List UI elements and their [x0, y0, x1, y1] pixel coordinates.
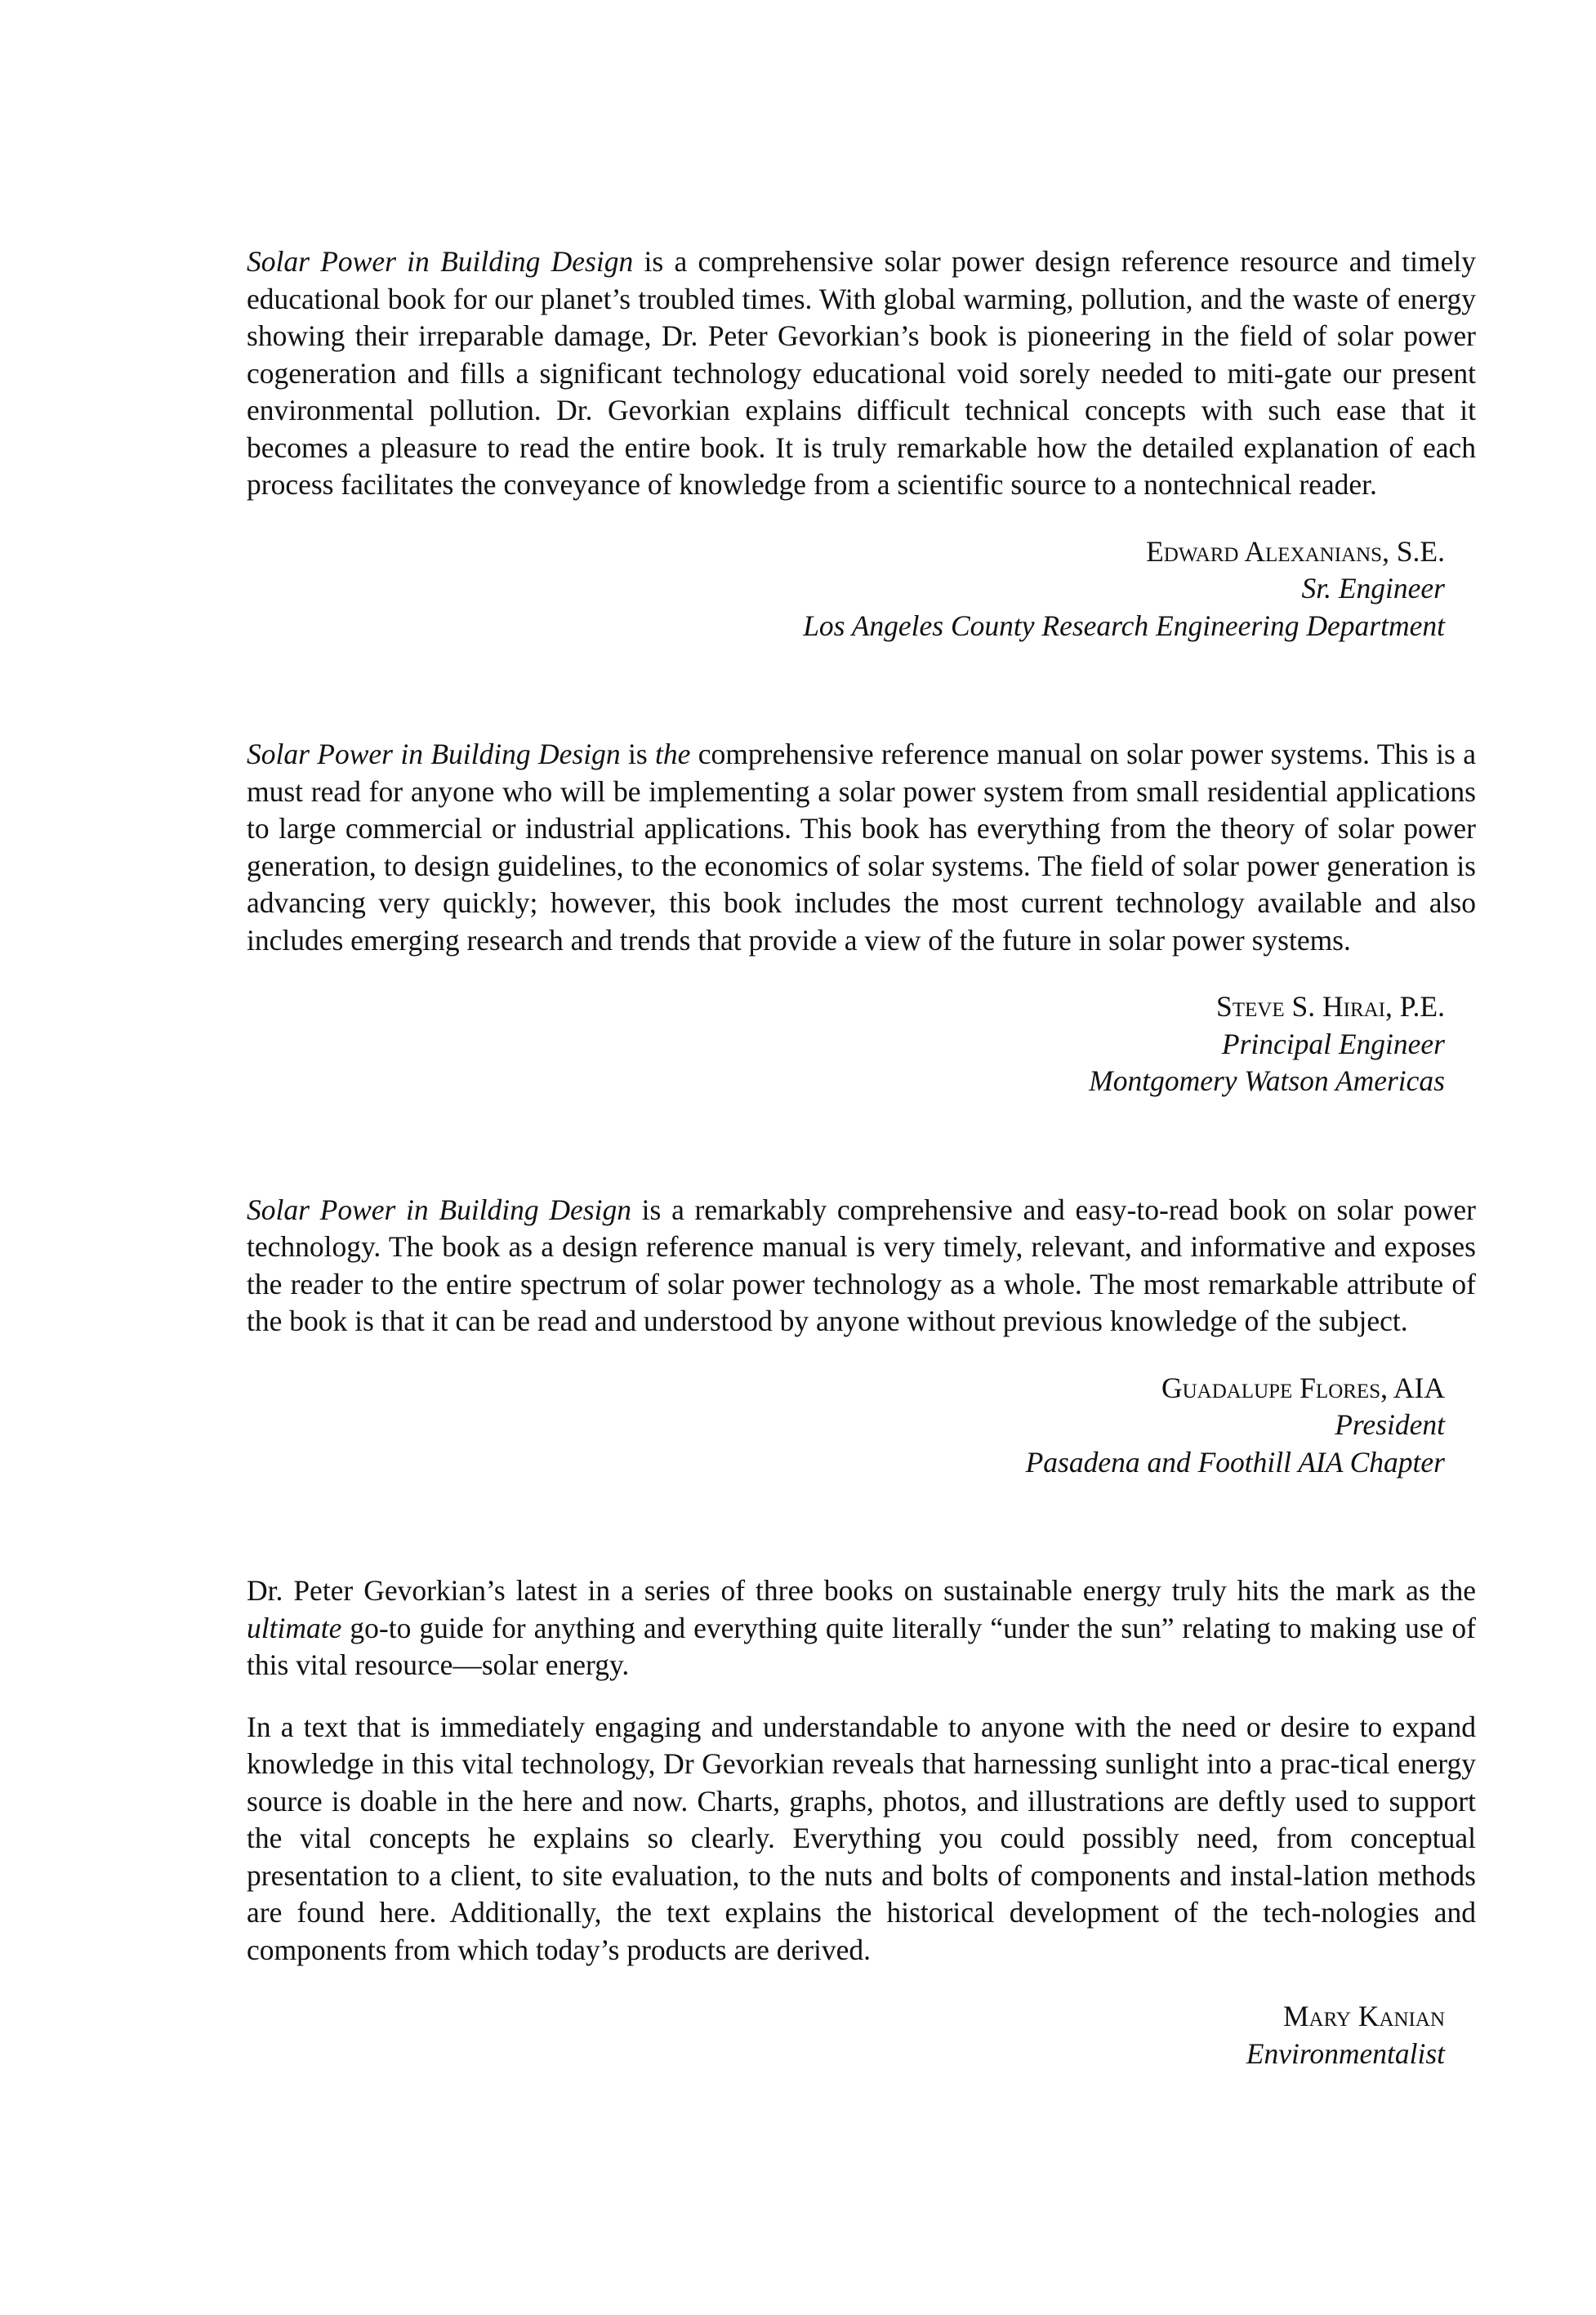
attribution-block: [247, 1998, 1445, 2072]
book-title: Solar Power in Building Design: [247, 245, 634, 278]
endorsement-paragraph: [247, 1572, 1476, 1684]
endorsement-text: comprehensive reference manual on solar power systems. This is a must read for anyone who will be implementing a solar power system from small residential applications to large commercial or industrial applications. This book has everything from the theory of solar power generation, to design guidelines, to the economics of solar systems. The field of solar power generation is advancing very quickly; however, this book includes the most current technology available and also includes emerging research and trends that provide a view of the future in solar power systems.: [247, 738, 1476, 957]
attribution-block: [247, 988, 1445, 1100]
endorsement-text: In a text that is immediately engaging and understandable to anyone with the need or desire to expand knowledge in this vital technology, Dr Gevorkian reveals that harnessing sunlight into a prac-tical energy source is doable in the here and now. Charts, graphs, photos, and illustrations are deftly used to support the vital concepts he explains so clearly. Everything you could possibly need, from conceptual presentation to a client, to site evaluation, to the nuts and bolts of components and instal-lation methods are found here. Additionally, the text explains the historical development of the tech-nologies and components from which today’s products are derived.: [247, 1710, 1476, 1966]
book-title: Solar Power in Building Design: [247, 1193, 631, 1226]
endorser-organization: Pasadena and Foothill AIA Chapter: [1025, 1445, 1445, 1479]
endorser-name: Mary Kanian: [1282, 2000, 1445, 2032]
endorser-name: Steve S. Hirai, P.E.: [1216, 990, 1445, 1023]
endorsement-flores: [247, 1192, 1476, 1482]
endorser-role: Environmentalist: [1246, 2036, 1445, 2070]
endorsement-text: Dr. Peter Gevorkian’s latest in a series of three books on sustainable energy truly hits the mark as the: [247, 1574, 1476, 1607]
endorsement-text: is a remarkably comprehensive and easy-to-read book on solar power technology. The book as a design reference manual is very timely, relevant, and informative and exposes the reader to the entire spectrum of solar power technology as a whole. The most remarkable attribute of the book is that it can be read and understood by anyone without previous knowledge of the subject.: [247, 1193, 1476, 1337]
endorsement-text: go-to guide for anything and everything quite literally “under the sun” relating to making use of this vital resource—solar energy.: [247, 1611, 1476, 1681]
endorser-name: Edward Alexanians, S.E.: [1146, 534, 1445, 568]
emphasis-text: the: [655, 738, 691, 770]
attribution-block: [247, 533, 1445, 645]
endorser-role: Principal Engineer: [1221, 1027, 1445, 1060]
endorser-role: President: [1335, 1408, 1445, 1441]
endorsement-paragraph: [247, 1192, 1476, 1340]
emphasis-text: ultimate: [247, 1611, 342, 1644]
endorser-name: Guadalupe Flores, AIA: [1161, 1371, 1445, 1404]
endorsements-section: [247, 243, 1476, 2072]
endorsement-paragraph: [247, 243, 1476, 504]
endorsement-paragraph: [247, 736, 1476, 959]
endorser-organization: Los Angeles County Research Engineering Department: [803, 609, 1445, 642]
endorsement-text: is a comprehensive solar power design reference resource and timely educational book for our planet’s troubled times. With global warming, pollution, and the waste of energy showing their irreparable damage, Dr. Peter Gevorkian’s book is pioneering in the field of solar power cogeneration and fills a significant technology educational void sorely needed to miti-gate our present environmental pollution. Dr. Gevorkian explains difficult technical concepts with such ease that it becomes a pleasure to read the entire book. It is truly remarkable how the detailed explanation of each process facilitates the conveyance of knowledge from a scientific source to a nontechnical reader.: [247, 245, 1476, 501]
endorsement-alexanians: [247, 243, 1476, 645]
endorsement-hirai: [247, 736, 1476, 1100]
endorsement-kanian: [247, 1572, 1476, 2072]
book-title: Solar Power in Building Design: [247, 738, 621, 770]
attribution-block: [247, 1370, 1445, 1482]
endorser-role: Sr. Engineer: [1301, 572, 1445, 604]
endorsement-text: is: [620, 738, 656, 770]
endorser-organization: Montgomery Watson Americas: [1089, 1064, 1445, 1097]
endorsement-paragraph: [247, 1709, 1476, 1969]
